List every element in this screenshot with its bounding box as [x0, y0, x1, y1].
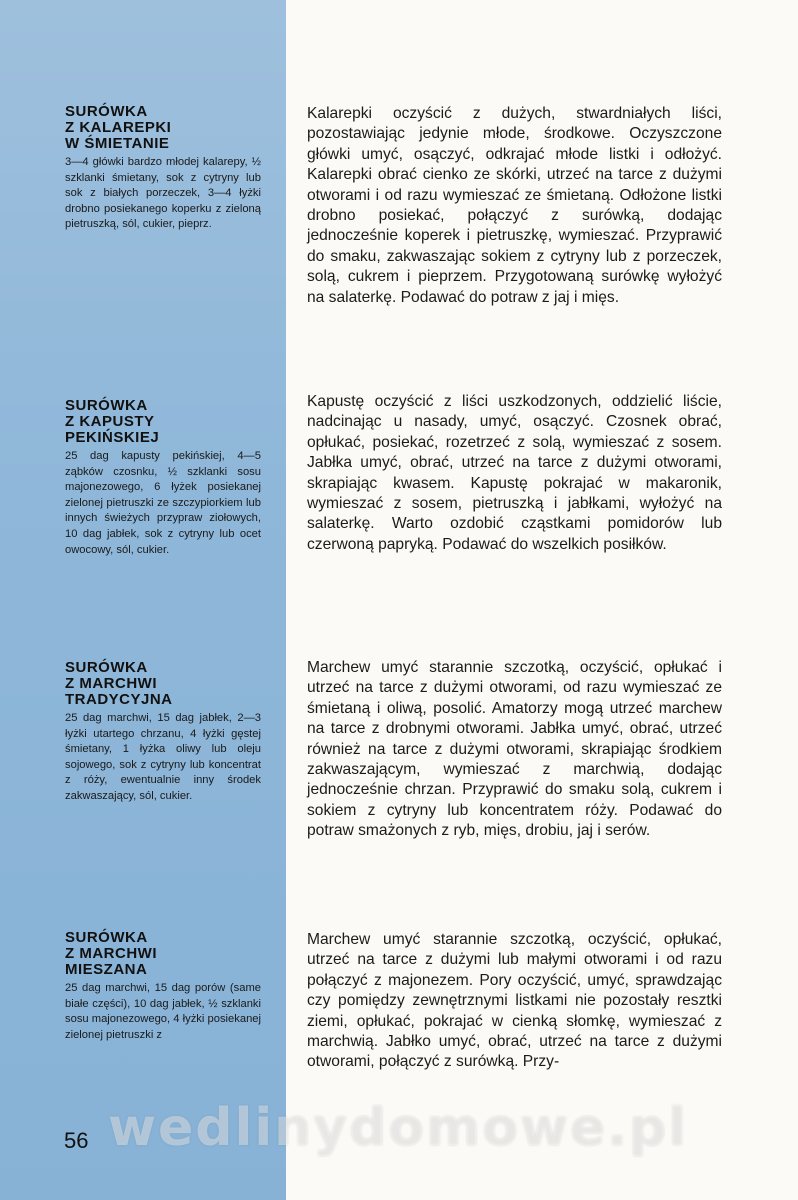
recipe-kalarepka-method: Kalarepki oczyścić z dużych, stwardniałych liści, pozostawiając jedynie młode, środkowe. Oczyszczone główki umyć, osączyć, odkrajać młode listki i odłożyć. Kalarepki obrać cienko ze skórki, utrzeć na tarce z dużymi otworami i od razu wymieszać ze śmietaną. Odłożone listki drobno posiekać, połączyć z surówką, dodając jednocześnie koperek i pietruszkę, wymieszać. Przyprawić do smaku, zakwaszając sokiem z cytryny lub z porzeczek, solą, cukrem i pieprzem. Przygotowaną surówkę wyłożyć na salaterkę. Podawać do potraw z jaj i mięs. [307, 105, 722, 306]
recipe-marchew-mieszana-ingredients-block [65, 930, 261, 1043]
ingredients-text: 25 dag kapusty pekińskiej, 4—5 ząbków czosnku, ½ szklanki sosu majonezowego, 6 łyżek posiekanej zielonej pietruszki ze szczypiorkiem lub innych świeżych przypraw ziołowych, 10 dag jabłek, sok z cytryny lub ocet owocowy, sól, cukier. [65, 450, 261, 556]
watermark-text: wedlinydomowe.pl [108, 1098, 689, 1158]
recipe-marchew-tradycyjna-ingredients-block [65, 660, 261, 805]
recipe-title: SURÓWKA Z MARCHWI TRADYCYJNA [65, 659, 173, 708]
page-number: 56 [64, 1128, 89, 1153]
ingredients-text: 25 dag marchwi, 15 dag porów (same białe części), 10 dag jabłek, ½ szklanki sosu majonezowego, 4 łyżki posiekanej zielonej pietruszki z [65, 982, 261, 1041]
recipe-kalarepka-ingredients-block [65, 104, 261, 233]
recipe-title: SURÓWKA Z MARCHWI MIESZANA [65, 929, 157, 978]
ingredients-text: 25 dag marchwi, 15 dag jabłek, 2—3 łyżki utartego chrzanu, 4 łyżki gęstej śmietany, 1 łyżka oliwy lub oleju sojowego, sok z cytryny lub koncentrat z róży, ewentualnie inny środek zakwaszający, sól, cukier. [65, 712, 261, 802]
recipe-marchew-tradycyjna-method: Marchew umyć starannie szczotką, oczyścić, opłukać i utrzeć na tarce z dużymi otworami, od razu wymieszać ze śmietaną i oliwą, posolić. Amatorzy mogą utrzeć marchew na tarce z drobnymi otworami. Jabłka umyć, obrać, utrzeć również na tarce z dużymi otworami, skrapiając środkiem zakwaszającym, wymieszać z marchwią, dodając jednocześnie chrzan. Przyprawić do smaku solą, cukrem i sokiem z cytryny lub koncentratem róży. Podawać do potraw smażonych z ryb, mięs, drobiu, jaj i serów. [307, 659, 722, 840]
recipe-title: SURÓWKA Z KAPUSTY PEKIŃSKIEJ [65, 397, 160, 446]
recipe-kapusta-method: Kapustę oczyścić z liści uszkodzonych, oddzielić liście, nadcinając u nasady, umyć, osączyć. Czosnek obrać, opłukać, posiekać, rozetrzeć z solą, wymieszać z sosem. Jabłka umyć, obrać, utrzeć na tarce z dużymi otworami, skrapiając kwasem. Kapustę pokrajać w makaronik, wymieszać z sosem, pietruszką i jabłkami, wyłożyć na salaterkę. Warto ozdobić cząstkami pomidorów lub czerwoną papryką. Podawać do wszelkich posiłków. [307, 393, 722, 553]
recipe-marchew-mieszana-method: Marchew umyć starannie szczotką, oczyścić, opłukać, utrzeć na tarce z dużymi lub małymi otworami i od razu połączyć z majonezem. Pory oczyścić, umyć, sprawdzając czy pomiędzy zewnętrznymi listkami nie pozostały resztki ziemi, opłukać, pokrajać w cienką słomkę, wymieszać z marchwią. Jabłko umyć, obrać, utrzeć na tarce z dużymi otworami, połączyć z surówką. Przy- [307, 931, 722, 1071]
recipe-title: SURÓWKA Z KALAREPKI W ŚMIETANIE [65, 103, 172, 152]
recipe-kapusta-ingredients-block [65, 398, 261, 558]
ingredients-text: 3—4 główki bardzo młodej kalarepy, ½ szklanki śmietany, sok z cytryny lub sok z białych porzeczek, 3—4 łyżki drobno posiekanego koperku z zieloną pietruszką, sól, cukier, pieprz. [65, 156, 261, 231]
